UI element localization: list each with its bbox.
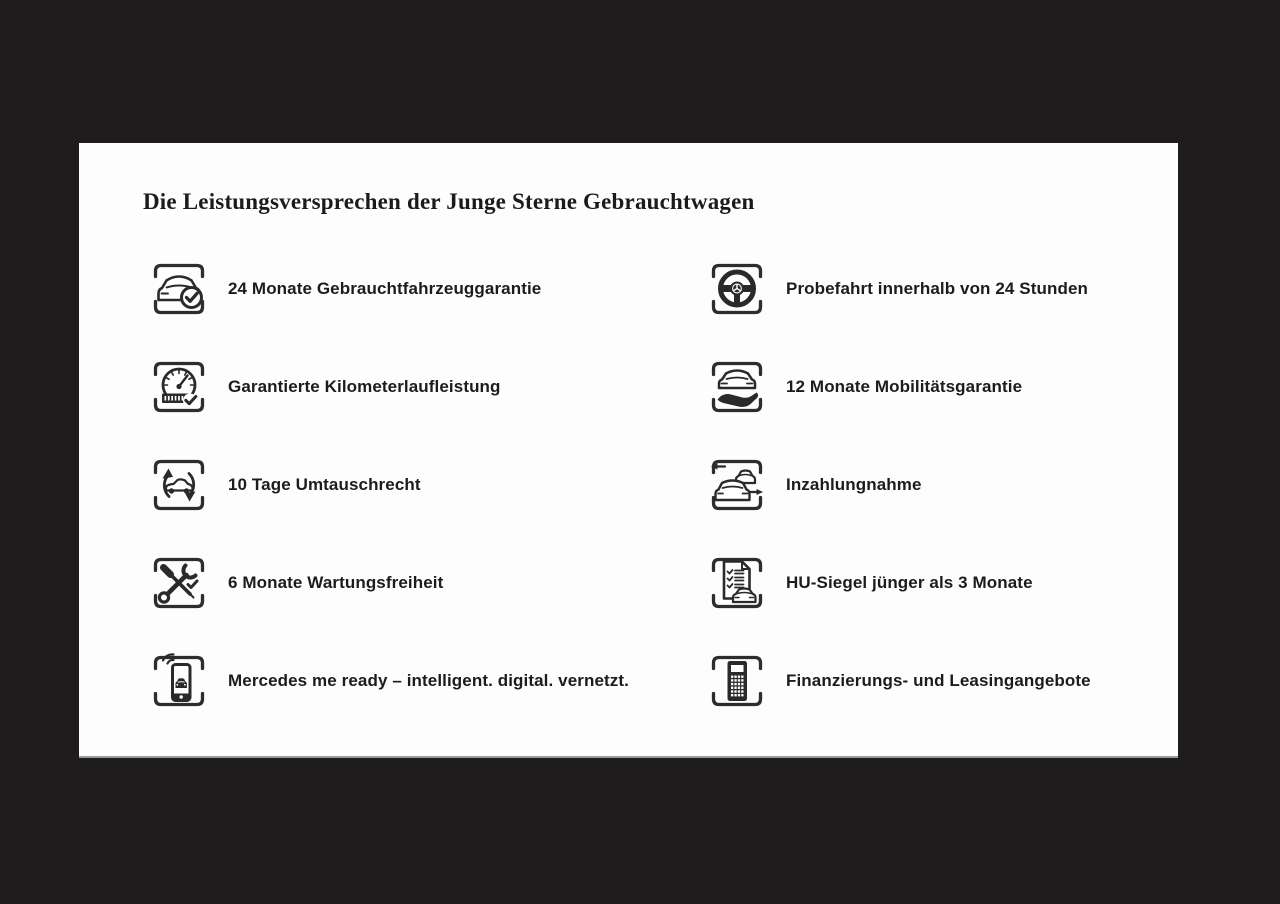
benefit-item — [146, 354, 704, 420]
car-exchange-arrows-icon — [146, 452, 212, 518]
benefit-label: Finanzierungs- und Leasingangebote — [786, 671, 1091, 690]
benefit-item — [146, 452, 704, 518]
trade-in-cars-icon — [704, 452, 770, 518]
benefit-item — [146, 256, 704, 322]
speedometer-mileage-icon — [146, 354, 212, 420]
page-title: Die Leistungsversprechen der Junge Sterne Gebrauchtwagen — [143, 189, 755, 214]
benefit-item — [704, 648, 1091, 714]
benefit-item — [704, 354, 1091, 420]
inspection-document-car-icon — [704, 550, 770, 616]
benefit-label: Probefahrt innerhalb von 24 Stunden — [786, 279, 1088, 298]
benefit-label: 24 Monate Gebrauchtfahrzeuggarantie — [228, 279, 542, 298]
benefits-card — [79, 143, 1178, 758]
calculator-icon — [704, 648, 770, 714]
benefit-label: 12 Monate Mobilitätsgarantie — [786, 377, 1023, 396]
benefit-item — [146, 648, 704, 714]
steering-wheel-icon — [704, 256, 770, 322]
car-warranty-check-icon — [146, 256, 212, 322]
smartphone-connected-car-icon — [146, 648, 212, 714]
benefit-label: 10 Tage Umtauschrecht — [228, 475, 421, 494]
benefits-grid — [146, 256, 1091, 714]
benefit-item — [704, 550, 1091, 616]
car-on-hand-icon — [704, 354, 770, 420]
benefit-item — [704, 256, 1091, 322]
benefit-label: Garantierte Kilometerlaufleistung — [228, 377, 501, 396]
tools-maintenance-icon — [146, 550, 212, 616]
benefit-item — [146, 550, 704, 616]
benefit-label: 6 Monate Wartungsfreiheit — [228, 573, 444, 592]
benefit-item — [704, 452, 1091, 518]
benefit-label: Mercedes me ready – intelligent. digital. vernetzt. — [228, 671, 629, 690]
benefit-label: HU-Siegel jünger als 3 Monate — [786, 573, 1033, 592]
benefit-label: Inzahlungnahme — [786, 475, 922, 494]
